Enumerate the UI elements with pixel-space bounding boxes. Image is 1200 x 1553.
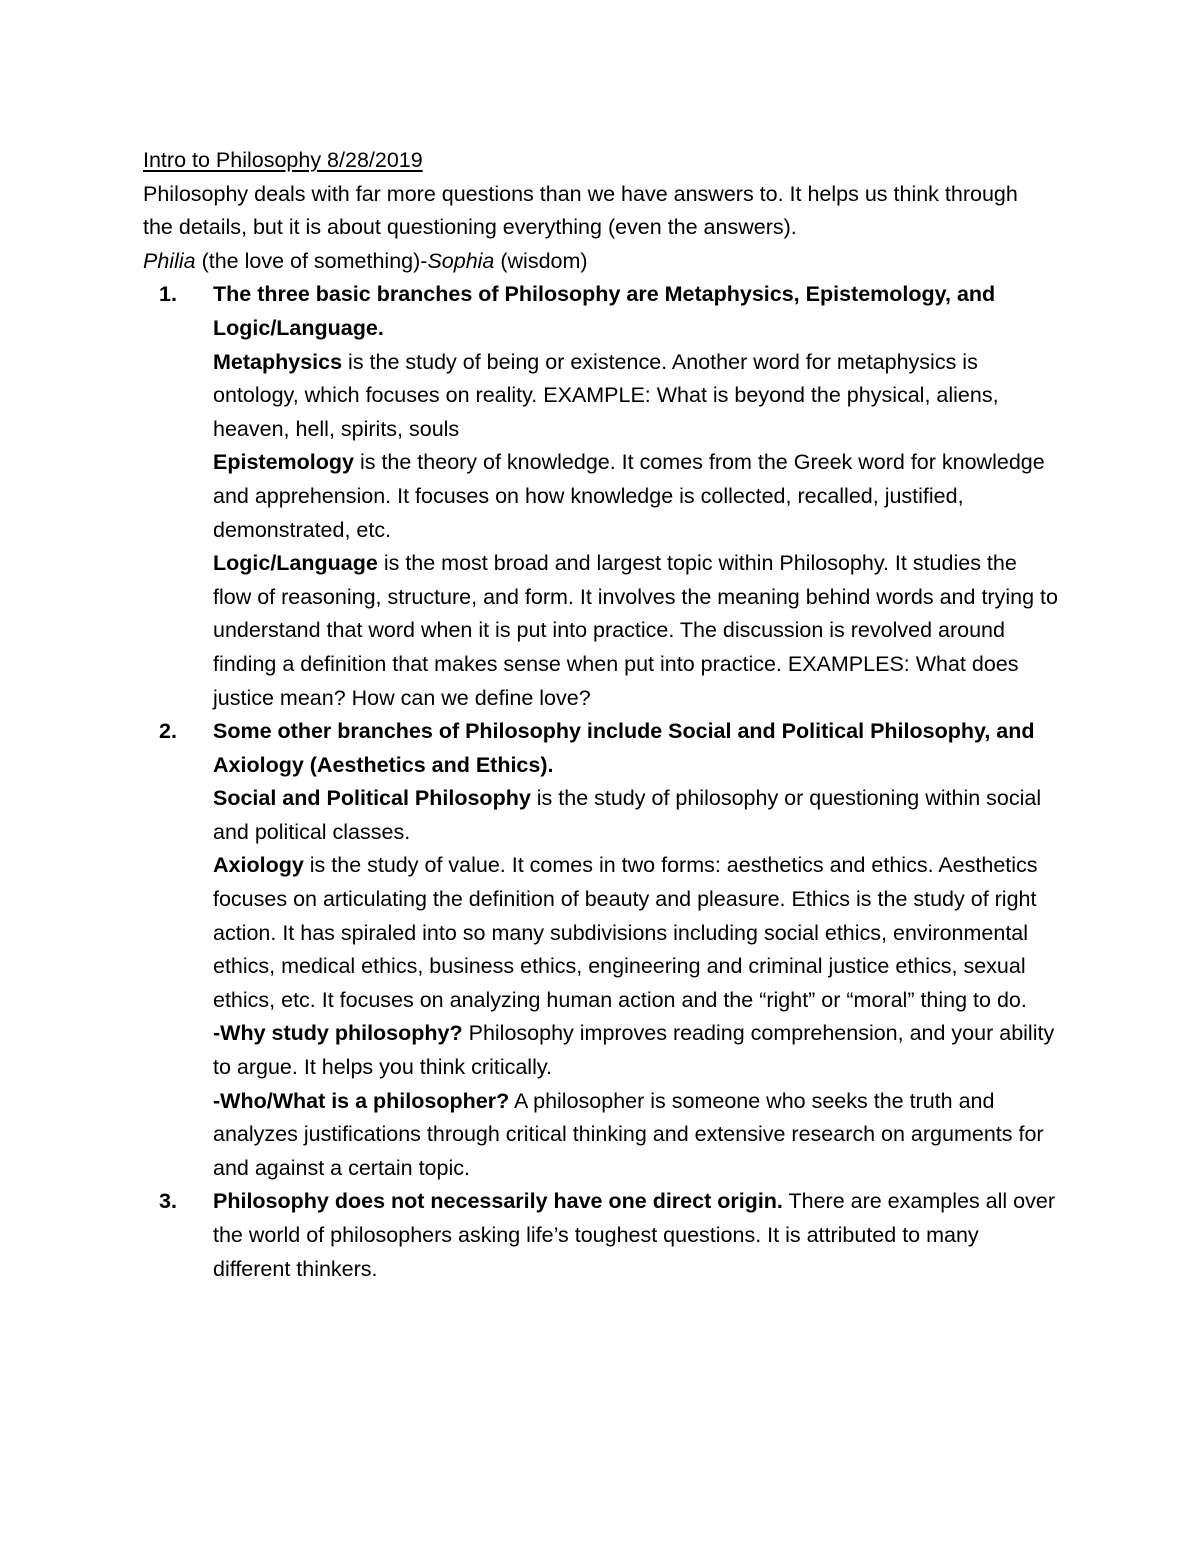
intro-paragraph: Philosophy deals with far more questions than we have answers to. It helps us think through the details, but it is about questioning everything (even the answers). <box>143 181 1018 240</box>
origin-paragraph <box>213 1189 1055 1280</box>
list-item <box>143 715 1059 1185</box>
entry-text: A philosopher is someone who seeks the truth and analyzes justifications through critical thinking and extensive research on arguments for and against a certain topic. <box>213 1088 1044 1180</box>
etymology-line <box>143 245 1063 279</box>
item-heading: The three basic branches of Philosophy are Metaphysics, Epistemology, and Logic/Language. <box>213 282 996 340</box>
etymology-term-philia: Philia <box>143 248 196 273</box>
entry-term: Epistemology <box>213 450 354 475</box>
item-text: There are examples all over the world of philosophers asking life’s toughest questions. It is attributed to many different thinkers. <box>213 1189 1055 1281</box>
item-heading: Philosophy does not necessarily have one direct origin. <box>213 1189 783 1214</box>
list-number: 1. <box>159 282 177 307</box>
etymology-term-sophia: Sophia <box>427 248 495 273</box>
entry-text: is the study of value. It comes in two forms: aesthetics and ethics. Aesthetics focuses on articulating the definition of beauty and pleasure. Ethics is the study of right action. It has spiraled into so many subdivisions including social ethics, environmental ethics, medical ethics, business ethics, engineering and criminal justice ethics, sexual ethics, etc. It focuses on analyzing human action and the “right” or “moral” thing to do. <box>213 853 1038 1012</box>
entry-social-political <box>213 782 1059 849</box>
entry-epistemology <box>213 446 1059 547</box>
etymology-gloss-philia: (the love of something)- <box>195 248 428 273</box>
entry-text: is the most broad and largest topic within Philosophy. It studies the flow of reasoning, structure, and form. It involves the meaning behind words and trying to understand that word when it is put into practice. The discussion is revolved around finding a definition that makes sense when put into practice. EXAMPLES: What does justice mean? How can we define love? <box>213 551 1058 710</box>
list-item <box>143 1185 1059 1286</box>
entry-text: is the theory of knowledge. It comes from the Greek word for knowledge and apprehension. It focuses on how knowledge is collected, recalled, justified, demonstrated, etc. <box>213 450 1045 542</box>
item-heading: Some other branches of Philosophy include Social and Political Philosophy, and Axiology (Aesthetics and Ethics). <box>213 719 1035 777</box>
document-page <box>143 144 1063 1286</box>
entry-term: -Who/What is a philosopher? <box>213 1088 510 1113</box>
branches-list <box>143 278 1063 1286</box>
page-title: Intro to Philosophy 8/28/2019 <box>143 148 423 172</box>
entry-text: is the study of philosophy or questioning within social and political classes. <box>213 786 1042 844</box>
list-number: 3. <box>159 1189 177 1214</box>
entry-text: is the study of being or existence. Another word for metaphysics is ontology, which focuses on reality. EXAMPLE: What is beyond the physical, aliens, heaven, hell, spirits, souls <box>213 349 999 441</box>
entry-term: Axiology <box>213 853 304 878</box>
entry-axiology <box>213 849 1059 1017</box>
entry-who-philosopher <box>213 1085 1059 1186</box>
entry-why-study <box>213 1017 1059 1084</box>
entry-term: Metaphysics <box>213 349 343 374</box>
entry-text: Philosophy improves reading comprehension, and your ability to argue. It helps you think critically. <box>213 1021 1055 1080</box>
list-item <box>143 278 1059 715</box>
entry-term: -Why study philosophy? <box>213 1021 463 1046</box>
entry-metaphysics <box>213 346 1059 447</box>
entry-term: Logic/Language <box>213 551 378 576</box>
list-number: 2. <box>159 719 177 744</box>
entry-term: Social and Political Philosophy <box>213 786 531 811</box>
entry-logic-language <box>213 547 1059 715</box>
etymology-gloss-sophia: (wisdom) <box>494 248 588 273</box>
